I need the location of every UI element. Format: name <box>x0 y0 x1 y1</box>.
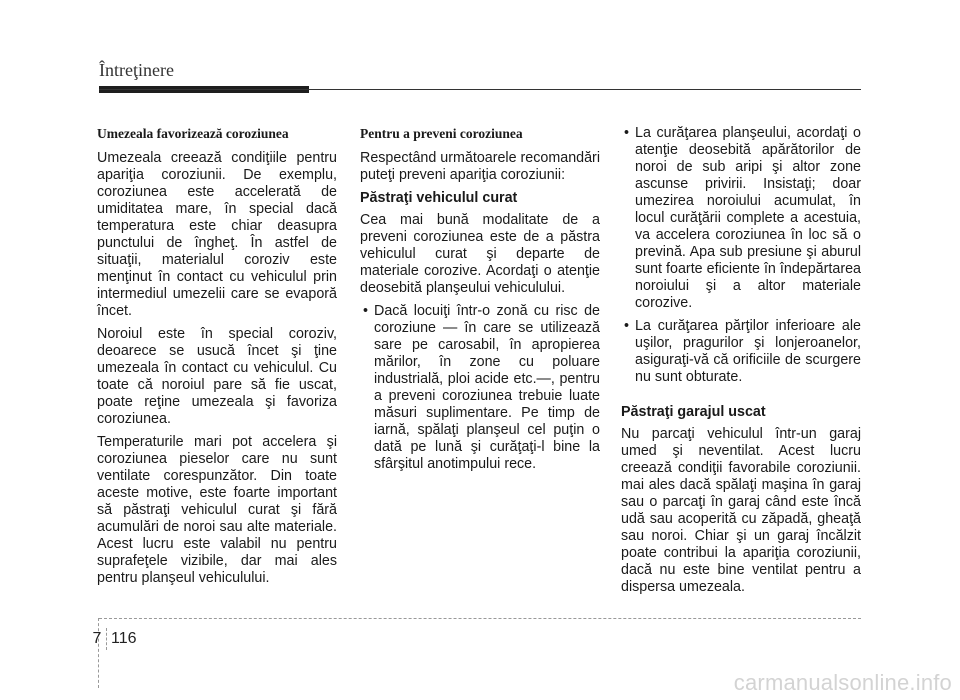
heading-humidity: Umezeala favorizează coroziunea <box>97 126 289 141</box>
page-number: 116 <box>111 630 137 647</box>
list-item: • La curăţarea părţilor inferioare ale uşilor, pragurilor şi lonjeroanelor, asiguraţi-vă că orificiile de scurgere nu sunt obturate. <box>621 318 861 386</box>
footer-rule <box>99 618 861 619</box>
paragraph: Cea mai bună modalitate de a preveni coroziunea este de a păstra vehiculul curat şi departe de materiale corozive. Acordaţi o atenţie deosebită planşeului vehiculului. <box>360 212 600 296</box>
list-item: • Dacă locuiţi într-o zonă cu risc de coroziune — în care se utilizează sare pe carosabil, în apropierea mărilor, în zone cu poluare industrială, ploi acide etc.—, pentru a preveni coroziunea trebuie luate măsuri suplimentare. Pe timp de iarnă, spălaţi planşeul cel puţin o dată pe lună şi curăţaţi-l bine la sfârşitul anotimpului rece. <box>360 303 600 473</box>
chapter-number: 7 <box>92 630 102 647</box>
subheading-keep-garage-dry: Păstraţi garajul uscat <box>621 404 766 420</box>
footer-vertical-rule <box>98 618 99 688</box>
column-1 <box>97 125 337 593</box>
paragraph: Umezeala creează condiţiile pentru apariţia coroziunii. De exemplu, coroziunea este accelerată de umiditatea mare, în special dacă temperatura este chiar deasupra punctului de îngheţ. În astfel de situaţii, materialul coroziv este menţinut în contact cu vehiculul prin intermediul umezelii care se evaporă încet. <box>97 150 337 319</box>
column-2 <box>360 125 600 479</box>
subheading-keep-clean: Păstraţi vehiculul curat <box>360 190 518 206</box>
bullet-list <box>360 303 600 473</box>
paragraph: Nu parcaţi vehiculul într-un garaj umed şi neventilat. Acest lucru creează condiţii favorabile coroziunii. mai ales dacă spălaţi maşina în garaj sau o parcaţi în garaj când este încă udă sau acoperită cu zăpadă, gheaţă sau noroi. Chiar şi un garaj încălzit poate contribui la apariţia coroziunii, dacă nu este bine ventilat pentru a dispersa umezeala. <box>621 426 861 595</box>
watermark: carmanualsonline.info <box>733 670 952 695</box>
list-item: • La curăţarea planşeului, acordaţi o atenţie deosebită apărătorilor de noroi de sub aripi şi altor zone ascunse privirii. Insistaţi; doar umezirea noroiului acumulat, în locul curăţării complete a acestuia, va accelera coroziunea în loc să o prevină. Apa sub presiune şi aburul sunt foarte eficiente în îndepărtarea noroiului şi a altor materiale corozive. <box>621 125 861 312</box>
paragraph: Noroiul este în special coroziv, deoarece se usucă încet şi ţine umezeala în contact cu vehiculul. Cu toate că noroiul pare să fie uscat, poate reţine umezeala şi favoriza coroziunea. <box>97 326 337 427</box>
column-3 <box>621 125 861 602</box>
heading-prevent-corrosion: Pentru a preveni coroziunea <box>360 126 523 141</box>
paragraph: Temperaturile mari pot accelera şi coroziunea pieselor care nu sunt ventilate corespunzător. Din toate aceste motive, este foarte important să păstraţi vehiculul curat şi fără acumulări de noroi sau alte materiale. Acest lucru este valabil nu pentru suprafeţele vizibile, dar mai ales pentru planşeul vehiculului. <box>97 434 337 586</box>
paragraph: Respectând următoarele recomandări puteţi preveni apariţia coroziunii: <box>360 150 600 183</box>
bullet-list <box>621 125 861 386</box>
page-number-separator <box>106 628 107 650</box>
section-title: Întreţinere <box>99 60 174 80</box>
header-rule <box>99 89 861 90</box>
